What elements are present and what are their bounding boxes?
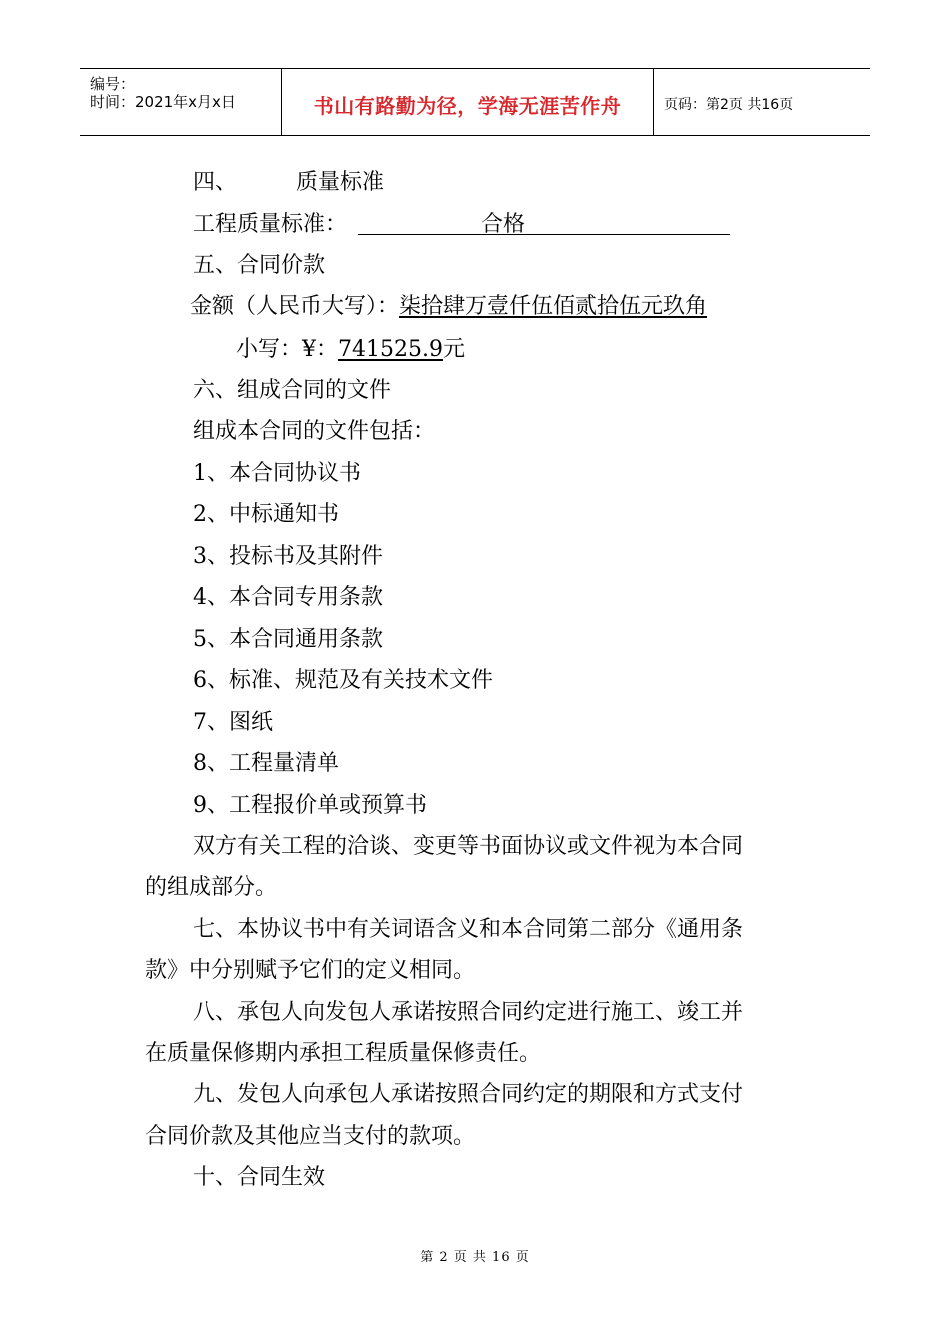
header-motto-cell <box>282 69 654 135</box>
time-label: 时间：2021年x月x日 <box>90 93 236 111</box>
amount-words-line <box>190 293 707 321</box>
serial-label: 编号： <box>90 75 136 93</box>
header-page-info: 页码：第2页 共16页 <box>664 97 794 113</box>
section-6-title: 六、组成合同的文件 <box>193 378 392 403</box>
page-header <box>80 68 870 136</box>
document-item: 7、图纸 <box>193 710 273 735</box>
quality-standard-value: 合格 <box>481 212 526 237</box>
paragraph-line: 双方有关工程的洽谈、变更等书面协议或文件视为本合同 <box>193 834 744 859</box>
section-5-title: 五、合同价款 <box>193 253 326 278</box>
documents-intro: 组成本合同的文件包括： <box>193 419 436 444</box>
document-item: 4、本合同专用条款 <box>193 585 383 610</box>
document-item: 5、本合同通用条款 <box>193 627 383 652</box>
clause-9-line: 合同价款及其他应当支付的款项。 <box>145 1124 476 1149</box>
document-item: 2、中标通知书 <box>193 502 339 527</box>
header-page-cell <box>654 69 870 135</box>
clause-8-line: 在质量保修期内承担工程质量保修责任。 <box>145 1041 542 1066</box>
section-4-number: 四、 <box>193 170 238 195</box>
clause-7-line: 七、本协议书中有关词语含义和本合同第二部分《通用条 <box>193 917 744 942</box>
clause-9-line: 九、发包人向承包人承诺按照合同约定的期限和方式支付 <box>193 1082 744 1107</box>
quality-underline <box>358 234 730 235</box>
header-meta-cell <box>80 69 282 135</box>
amount-figures-line <box>236 336 465 364</box>
motto-text: 书山有路勤为径，学海无涯苦作舟 <box>313 93 622 118</box>
quality-standard-label: 工程质量标准： <box>193 212 348 237</box>
amount-figures-label: 小写：¥： <box>236 337 338 362</box>
amount-figures-unit: 元 <box>442 337 465 362</box>
amount-figures-value: 741525.9 <box>338 337 443 362</box>
document-item: 1、本合同协议书 <box>193 461 361 486</box>
document-item: 6、标准、规范及有关技术文件 <box>193 668 493 693</box>
amount-words-value: 柒拾肆万壹仟伍佰贰拾伍元玖角 <box>399 294 708 319</box>
section-4-title: 质量标准 <box>296 170 385 195</box>
section-10-title: 十、合同生效 <box>193 1165 326 1190</box>
document-item: 8、工程量清单 <box>193 751 339 776</box>
clause-8-line: 八、承包人向发包人承诺按照合同约定进行施工、竣工并 <box>193 1000 744 1025</box>
document-item: 3、投标书及其附件 <box>193 544 383 569</box>
paragraph-line: 的组成部分。 <box>145 875 278 900</box>
amount-words-label: 金额（人民币大写）： <box>190 294 400 319</box>
document-item: 9、工程报价单或预算书 <box>193 793 427 818</box>
page-footer: 第 2 页 共 16 页 <box>420 1250 530 1265</box>
clause-7-line: 款》中分别赋予它们的定义相同。 <box>145 958 476 983</box>
